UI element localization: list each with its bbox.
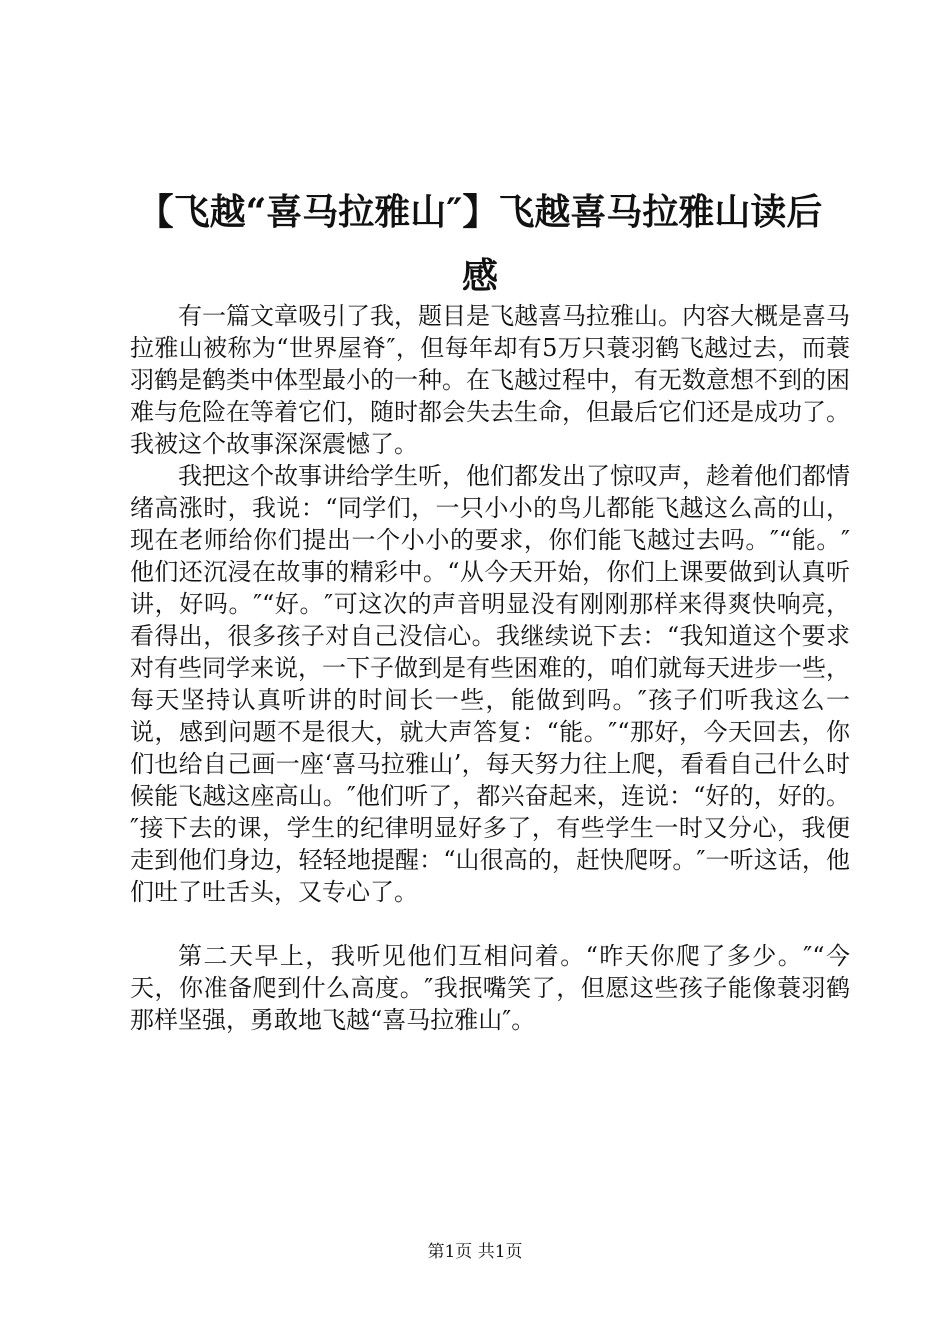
page-footer: 第1页 共1页 (427, 1242, 523, 1262)
paragraph-2: 我把这个故事讲给学生听，他们都发出了惊叹声，趁着他们都情绪高涨时，我说：“同学们，一只小小的鸟儿都能飞越这么高的山，现在老师给你们提出一个小小的要求，你们能飞越过去吗。″“能。″他们还沉浸在故事的精彩中。“从今天开始，你们上课要做到认真听讲，好吗。″“好。″可这次的声音明显没有刚刚那样来得爽快响亮，看得出，很多孩子对自己没信心。我继续说下去：“我知道这个要求对有些同学来说，一下子做到是有些困难的，咱们就每天进步一些，每天坚持认真听讲的时间长一些，能做到吗。″孩子们听我这么一说，感到问题不是很大，就大声答复：“能。″“那好，今天回去，你们也给自己画一座‘喜马拉雅山’，每天努力往上爬，看看自己什么时候能飞越这座高山。″他们听了，都兴奋起来，连说：“好的，好的。″接下去的课，学生的纪律明显好多了，有些学生一时又分心，我便走到他们身边，轻轻地提醒：“山很高的，赶快爬呀。″一听这话，他们吐了吐舌头，又专心了。 (130, 462, 850, 906)
paragraph-1: 有一篇文章吸引了我，题目是飞越喜马拉雅山。内容大概是喜马拉雅山被称为“世界屋脊″，但每年却有5万只蓑羽鹤飞越过去，而蓑羽鹤是鹤类中体型最小的一种。在飞越过程中，有无数意想不到的困难与危险在等着它们，随时都会失去生命，但最后它们还是成功了。我被这个故事深深震憾了。 (130, 302, 850, 458)
document-title (120, 180, 840, 308)
paragraph-3: 第二天早上，我听见他们互相问着。“昨天你爬了多少。″“今天，你准备爬到什么高度。″我抿嘴笑了，但愿这些孩子能像蓑羽鹤那样坚强，勇敢地飞越“喜马拉雅山″。 (130, 942, 850, 1034)
title-line-2: 感 (461, 255, 498, 297)
document-body (130, 300, 850, 1036)
title-line-1: 【飞越“喜马拉雅山″】飞越喜马拉雅山读后 (137, 191, 823, 233)
